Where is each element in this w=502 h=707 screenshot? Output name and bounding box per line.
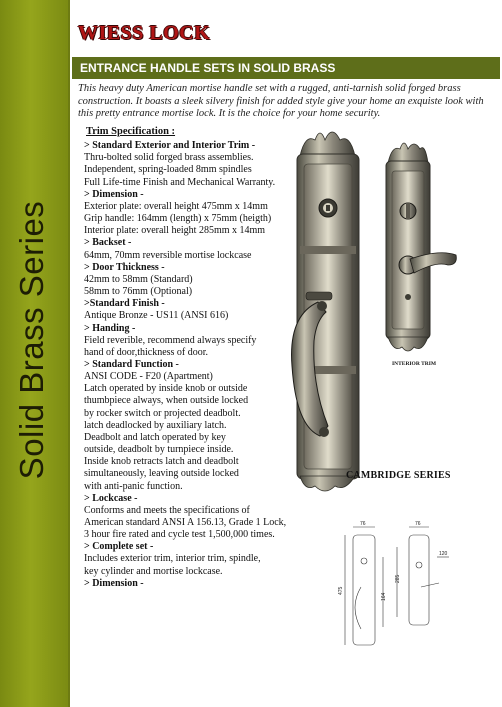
spec-label: > Dimension - bbox=[84, 577, 144, 589]
spec-text: Exterior plate: overall height 475mm x 14mm bbox=[84, 200, 268, 212]
spec-label: > Complete set - bbox=[84, 541, 154, 553]
spec-text: Grip handle: 164mm (length) x 75mm (heigth) bbox=[84, 213, 272, 225]
sidebar-title: Solid Brass Series bbox=[13, 200, 50, 480]
spec-text: Field reverible, recommend always specify bbox=[84, 334, 257, 346]
spec-label: > Lockcase - bbox=[84, 492, 138, 504]
interior-trim-image bbox=[380, 137, 460, 355]
spec-text: 3 hour fire rated and cycle test 1,500,000 times. bbox=[84, 529, 275, 541]
dimension-drawing bbox=[339, 517, 459, 657]
spec-text: Antique Bronze - US11 (ANSI 616) bbox=[84, 310, 229, 322]
spec-text: ANSI CODE - F20 (Apartment) bbox=[84, 371, 213, 383]
spec-text: thumbpiece always, when outside locked bbox=[84, 395, 249, 407]
spec-label: > Dimension - bbox=[84, 188, 144, 200]
spec-label: > Backset - bbox=[84, 237, 132, 249]
spec-lines bbox=[84, 140, 287, 590]
section-banner: ENTRANCE HANDLE SETS IN SOLID BRASS bbox=[72, 57, 500, 79]
series-caption: CAMBRIDGE SERIES bbox=[346, 470, 451, 481]
spec-text: Interior plate: overall height 285mm x 14mm bbox=[84, 225, 266, 237]
dim-mid: 285 bbox=[395, 574, 401, 583]
spec-text: 64mm, 70mm reversible mortise lockcase bbox=[84, 249, 252, 261]
spec-text: simultaneously, leaving outside locked bbox=[84, 468, 239, 480]
intro-paragraph: This heavy duty American mortise handle set with a rugged, anti-tarnish solid forged brass construction. It boasts a sleek silvery finish for added style give your home an exquiste look with this pretty entrance mortise lock. It is the choice for your home security. bbox=[78, 83, 484, 119]
dim-width-right: 76 bbox=[415, 521, 421, 527]
dim-backset: 120 bbox=[439, 551, 448, 557]
spec-text: with anti-panic function. bbox=[84, 480, 183, 492]
spec-text: Includes exterior trim, interior trim, spindle, bbox=[84, 553, 261, 565]
brand-logo: WIESS LOCK bbox=[78, 22, 211, 44]
spec-text: key cylinder and mortise lockcase. bbox=[84, 565, 223, 577]
dim-total-height: 475 bbox=[338, 586, 344, 595]
spec-label: > Door Thickness - bbox=[84, 261, 165, 273]
spec-text: by rocker switch or projected deadbolt. bbox=[84, 407, 241, 419]
spec-text: 58mm to 76mm (Optional) bbox=[84, 286, 193, 298]
spec-text: Inside knob retracts latch and deadbolt bbox=[84, 456, 239, 468]
spec-text: Thru-bolted solid forged brass assemblies. bbox=[84, 152, 254, 164]
exterior-trim-image bbox=[280, 126, 380, 492]
interior-trim-caption: INTERIOR TRIM bbox=[392, 361, 437, 367]
spec-heading: Trim Specification : bbox=[86, 126, 176, 137]
sidebar bbox=[0, 0, 68, 707]
spec-label: > Standard Function - bbox=[84, 358, 179, 370]
spec-text: Conforms and meets the specifications of bbox=[84, 504, 250, 516]
spec-text: Deadbolt and latch operated by key bbox=[84, 431, 226, 443]
spec-text: American standard ANSI A 156.13, Grade 1 Lock, bbox=[84, 517, 287, 528]
spec-text: hand of door,thickness of door. bbox=[84, 346, 209, 358]
spec-label: > Handing - bbox=[84, 322, 136, 334]
spec-text: latch deadlocked by auxiliary latch. bbox=[84, 419, 227, 431]
spec-label: > Standard Exterior and Interior Trim - bbox=[84, 140, 256, 152]
spec-list bbox=[84, 126, 287, 590]
spec-text: outside, deadbolt by turnpiece inside. bbox=[84, 444, 234, 456]
spec-text: Independent, spring-loaded 8mm spindles bbox=[84, 164, 252, 176]
spec-text: 42mm to 58mm (Standard) bbox=[84, 273, 193, 285]
spec-label: >Standard Finish - bbox=[84, 298, 165, 310]
spec-text: Latch operated by inside knob or outside bbox=[84, 383, 248, 395]
spec-text: Full Life-time Finish and Mechanical Warranty. bbox=[84, 176, 276, 188]
dim-upper: 164 bbox=[381, 592, 387, 601]
dim-width-left: 76 bbox=[360, 521, 366, 527]
